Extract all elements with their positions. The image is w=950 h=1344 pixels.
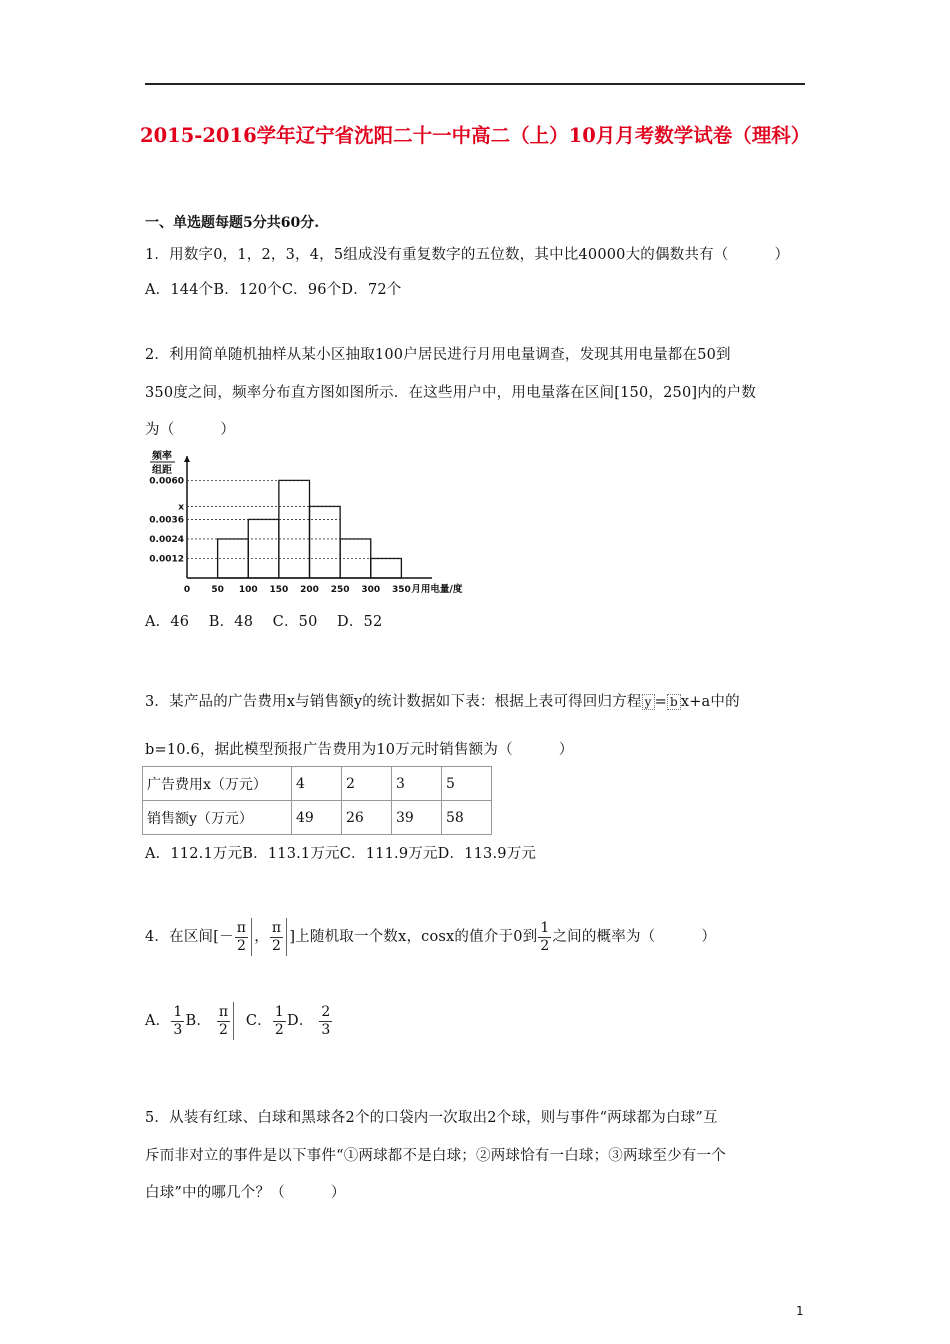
x-tick-label: 50 bbox=[211, 585, 224, 595]
frac-den: 3 bbox=[321, 1021, 331, 1038]
q3-line1-post: x+a中的 bbox=[680, 694, 740, 710]
frac-num: 1 bbox=[274, 1003, 284, 1020]
q4-options bbox=[145, 1002, 333, 1040]
q5-close: ） bbox=[330, 1185, 346, 1201]
table-cell: 26 bbox=[342, 801, 392, 835]
y-axis-label-top: 频率 bbox=[152, 451, 172, 462]
y-tick-label: 0.0036 bbox=[149, 515, 184, 526]
table-cell: 销售额y（万元） bbox=[143, 801, 292, 835]
fraction-pi-over-2 bbox=[235, 920, 248, 955]
q1-close: ） bbox=[774, 247, 790, 263]
section-heading: 一、单选题每题5分共60分. bbox=[145, 215, 320, 231]
q4-post: 之间的概率为（ bbox=[552, 929, 656, 945]
data-table bbox=[142, 766, 492, 835]
q2-close: ） bbox=[220, 422, 236, 438]
q4-close: ） bbox=[701, 929, 717, 945]
option-a-label: A． bbox=[145, 1013, 171, 1029]
histogram-bar bbox=[371, 558, 402, 578]
histogram-bar bbox=[248, 519, 279, 578]
frac-num: π bbox=[218, 1003, 229, 1020]
question-1 bbox=[145, 243, 789, 264]
frac-den: 2 bbox=[219, 1021, 229, 1038]
q2-line2: 350度之间，频率分布直方图如图所示．在这些用户中，用电量落在区间[150，250]内的户数 bbox=[145, 385, 757, 401]
q4-line bbox=[145, 918, 716, 956]
table-cell: 2 bbox=[342, 767, 392, 801]
page-number: 1 bbox=[796, 1304, 804, 1318]
fraction-1-over-3 bbox=[171, 1004, 184, 1039]
fraction-2-over-3 bbox=[319, 1004, 332, 1039]
b-hat-symbol: b bbox=[667, 694, 681, 710]
q1-text: 1．用数字0，1，2，3，4，5组成没有重复数字的五位数，其中比40000大的偶数共有（ bbox=[145, 247, 729, 263]
fraction-pi-over-2 bbox=[217, 1004, 230, 1039]
table-cell: 5 bbox=[442, 767, 492, 801]
table-cell: 4 bbox=[292, 767, 342, 801]
fraction-pi-over-2 bbox=[270, 920, 283, 955]
fraction-1-over-2 bbox=[273, 1004, 286, 1039]
table-cell: 49 bbox=[292, 801, 342, 835]
frac-den: 3 bbox=[173, 1021, 183, 1038]
x-tick-label: 200 bbox=[300, 585, 319, 595]
y-hat-symbol: y bbox=[642, 694, 655, 710]
table-row bbox=[143, 767, 492, 801]
frac-den: 2 bbox=[540, 937, 550, 954]
frac-num: π bbox=[271, 919, 282, 936]
x-tick-label: 0 bbox=[183, 585, 191, 595]
q2-line3 bbox=[145, 418, 235, 439]
q3-line1: 3．某产品的广告费用x与销售额y的统计数据如下表：根据上表可得回归方程 y = b x+a中的 bbox=[145, 694, 740, 710]
y-tick-label: 0.0012 bbox=[149, 554, 184, 565]
q4-mid: ]上随机取一个数x，cosx的值介于0到 bbox=[289, 929, 538, 945]
q2-options: A．46 B．48 C．50 D．52 bbox=[145, 614, 383, 630]
frac-num: 1 bbox=[173, 1003, 183, 1020]
header-rule bbox=[145, 83, 805, 85]
q5-line1: 5．从装有红球、白球和黑球各2个的口袋内一次取出2个球，则与事件“两球都为白球”互 bbox=[145, 1110, 718, 1126]
x-tick-label: 250 bbox=[330, 585, 350, 595]
table-cell: 3 bbox=[392, 767, 442, 801]
q3-line2 bbox=[145, 738, 573, 759]
x-tick-label: 150 bbox=[269, 585, 289, 595]
frac-num: π bbox=[236, 919, 247, 936]
option-d-label: D． bbox=[287, 1013, 314, 1029]
y-tick-label: x bbox=[178, 502, 184, 513]
table-cell: 广告费用x（万元） bbox=[143, 767, 292, 801]
q3-close: ） bbox=[558, 742, 574, 758]
frac-num: 2 bbox=[321, 1003, 331, 1020]
table-cell: 58 bbox=[442, 801, 492, 835]
frac-den: 2 bbox=[274, 1021, 284, 1038]
table-cell: 39 bbox=[392, 801, 442, 835]
histogram-bar bbox=[310, 506, 341, 578]
q3-line2-text: b=10.6，据此模型预报广告费用为10万元时销售额为（ bbox=[145, 742, 513, 758]
table-row bbox=[143, 801, 492, 835]
x-tick-label: 350 bbox=[391, 585, 411, 595]
y-axis-label-bottom: 组距 bbox=[152, 465, 172, 476]
y-axis-arrow bbox=[184, 456, 190, 462]
q2-line1: 2．利用简单随机抽样从某小区抽取100户居民进行月用电量调查，发现其用电量都在50到 bbox=[145, 347, 731, 363]
fraction-1-over-2 bbox=[538, 920, 551, 955]
histogram-chart bbox=[142, 448, 463, 600]
x-axis-label: 月用电量/度 bbox=[411, 584, 463, 595]
page-title: 2015-2016学年辽宁省沈阳二十一中高二（上）10月月考数学试卷（理科） bbox=[140, 124, 811, 147]
option-b-label: B． bbox=[185, 1013, 212, 1029]
q2-line3-text: 为（ bbox=[145, 422, 175, 438]
y-tick-label: 0.0060 bbox=[149, 476, 184, 487]
option-c-label: C． bbox=[245, 1013, 272, 1029]
q5-line2: 斥而非对立的事件是以下事件“①两球都不是白球；②两球恰有一白球；③两球至少有一个 bbox=[145, 1148, 726, 1164]
q3-line1-pre: 3．某产品的广告费用x与销售额y的统计数据如下表：根据上表可得回归方程 bbox=[145, 694, 642, 710]
q4-pre: 4．在区间[－ bbox=[145, 929, 234, 945]
frac-den: 2 bbox=[236, 937, 247, 954]
frac-den: 2 bbox=[272, 937, 282, 954]
frac-num: 1 bbox=[540, 919, 550, 936]
q5-line3 bbox=[145, 1181, 346, 1202]
q5-line3-text: 白球”中的哪几个？（ bbox=[145, 1185, 285, 1201]
q3-options: A．112.1万元B．113.1万元C．111.9万元D．113.9万元 bbox=[145, 846, 537, 862]
y-tick-label: 0.0024 bbox=[149, 534, 184, 545]
histogram-bar bbox=[279, 480, 310, 578]
x-tick-label: 100 bbox=[238, 585, 258, 595]
x-tick-label: 300 bbox=[361, 585, 381, 595]
q1-options: A．144个B．120个C．96个D．72个 bbox=[145, 282, 402, 298]
q4-comma: ， bbox=[254, 929, 269, 945]
